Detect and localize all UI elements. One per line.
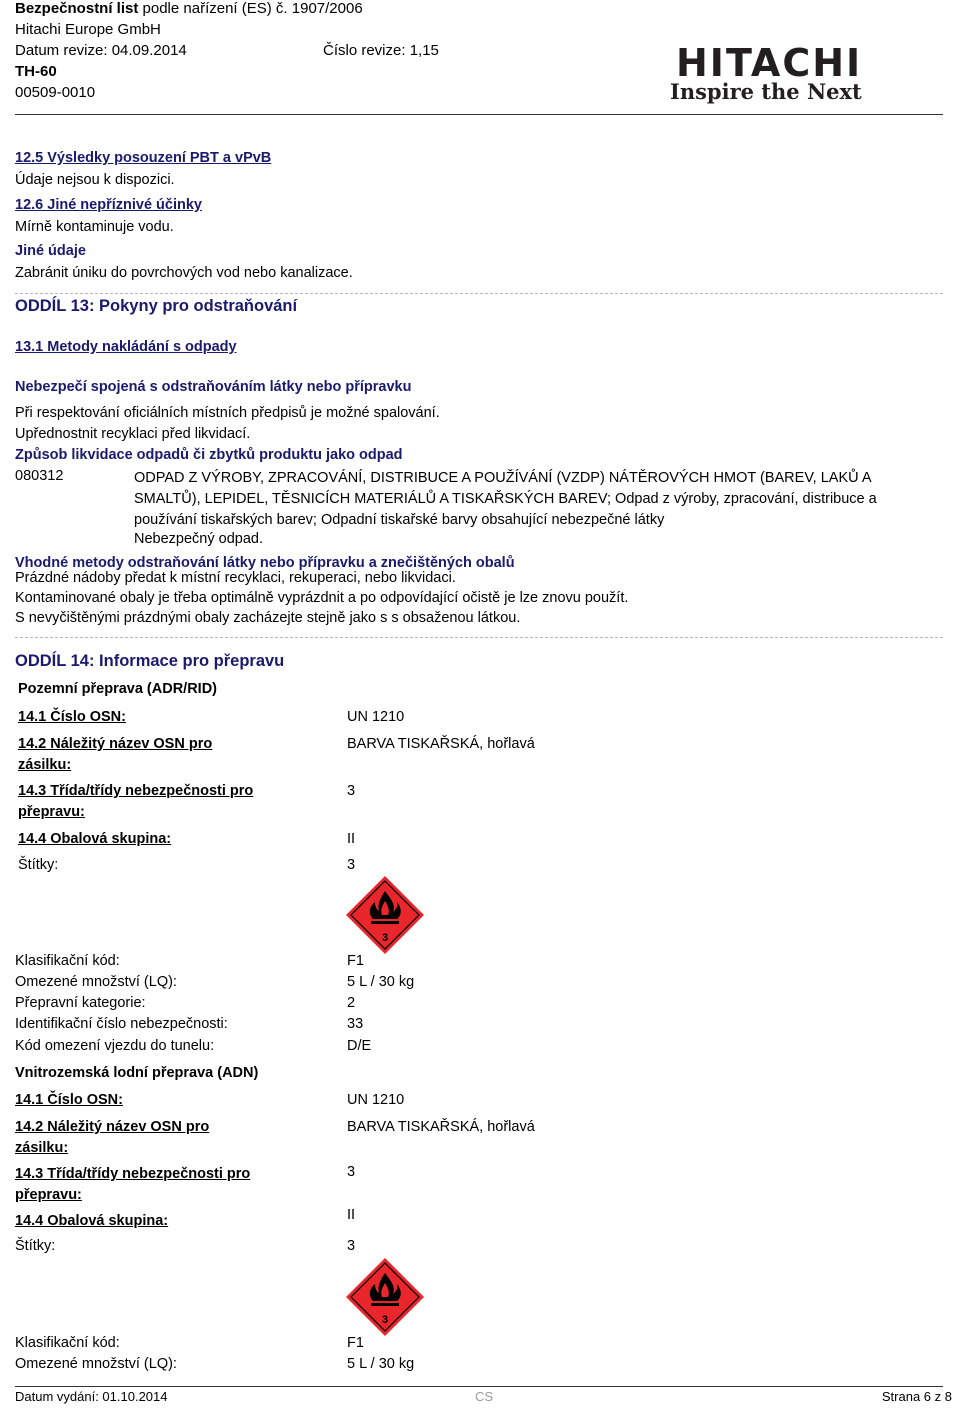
- text-pack-3: S nevyčištěnými prázdnými obaly zacházejte stejně jako s s obsaženou látkou.: [15, 610, 521, 626]
- pictogram-number: 3: [381, 1314, 389, 1326]
- adn-pg-label: 14.4 Obalová skupina:: [15, 1213, 169, 1229]
- adn-name-label-2: zásilku:: [15, 1140, 69, 1156]
- adn-classcode-label: Klasifikační kód:: [15, 1335, 120, 1351]
- adn-heading: Vnitrozemská lodní přeprava (ADN): [15, 1065, 259, 1081]
- section-13-title: ODDÍL 13: Pokyny pro odstraňování: [15, 297, 298, 315]
- adr-un-value: UN 1210: [347, 709, 405, 725]
- flame-icon: [344, 1256, 426, 1338]
- flame-icon: [344, 874, 426, 956]
- adr-tunnel-label: Kód omezení vjezdu do tunelu:: [15, 1038, 215, 1054]
- adr-classcode-label: Klasifikační kód:: [15, 953, 120, 969]
- adr-pg-value: II: [347, 831, 356, 847]
- footer-rule: [15, 1386, 943, 1387]
- adr-class-label-1: 14.3 Třída/třídy nebezpečnosti pro: [18, 783, 254, 799]
- adr-lq-label: Omezené množství (LQ):: [15, 974, 177, 990]
- adr-name-label-2: zásilku:: [18, 757, 72, 773]
- text-other-info: Zabránit úniku do povrchových vod nebo kanalizace.: [15, 265, 353, 281]
- header-line1: Bezpečnostní list podle nařízení (ES) č. 1907/2006: [15, 0, 363, 17]
- adn-labels-value: 3: [347, 1238, 356, 1254]
- text-13-1: Při respektování oficiálních místních předpisů je možné spalování.: [15, 405, 440, 421]
- heading-danger: Nebezpečí spojená s odstraňováním látky nebo přípravku: [15, 379, 412, 395]
- adr-name-label-1: 14.2 Náležitý název OSN pro: [18, 736, 213, 752]
- adr-hin-label: Identifikační číslo nebezpečnosti:: [15, 1016, 228, 1032]
- waste-description: ODPAD Z VÝROBY, ZPRACOVÁNÍ, DISTRIBUCE A POUŽÍVÁNÍ (VZDP) NÁTĚROVÝCH HMOT (BAREV, LAKŮ A SMALTŮ), LEPIDEL, TĚSNICÍCH MATERIÁLŮ A TISKAŘSKÝCH BAREV; Odpad z výroby, zpracování, distribuce a používání tiskařských barev; Odpadní tiskařské barvy obsahující nebezpečné látky: [134, 470, 877, 528]
- adr-labels-label: Štítky:: [18, 857, 59, 873]
- text-pack-2: Kontaminované obaly je třeba optimálně vyprázdnit a po odpovídající očistě je lze znovu použít.: [15, 590, 629, 606]
- adr-name-value: BARVA TISKAŘSKÁ, hořlavá: [347, 736, 535, 752]
- adn-lq-value: 5 L / 30 kg: [347, 1356, 415, 1372]
- adn-class-label-1: 14.3 Třída/třídy nebezpečnosti pro: [15, 1166, 251, 1182]
- heading-other-info: Jiné údaje: [15, 243, 86, 259]
- adn-un-label: 14.1 Číslo OSN:: [15, 1092, 123, 1108]
- adr-pg-label: 14.4 Obalová skupina:: [18, 831, 172, 847]
- adn-name-label-1: 14.2 Náležitý název OSN pro: [15, 1119, 210, 1135]
- adn-class-value: 3: [347, 1164, 356, 1180]
- waste-code: 080312: [15, 468, 64, 484]
- adr-heading: Pozemní přeprava (ADR/RID): [18, 681, 218, 697]
- adr-labels-value: 3: [347, 857, 356, 873]
- text-pack-1: Prázdné nádoby předat k místní recyklaci, rekuperaci, nebo likvidaci.: [15, 570, 456, 586]
- heading-12-5: 12.5 Výsledky posouzení PBT a vPvB: [15, 150, 272, 166]
- text-12-6: Mírně kontaminuje vodu.: [15, 219, 174, 235]
- footer-issue-date: Datum vydání: 01.10.2014: [15, 1389, 168, 1404]
- adr-hin-value: 33: [347, 1016, 364, 1032]
- adn-lq-label: Omezené množství (LQ):: [15, 1356, 177, 1372]
- divider: [15, 637, 943, 638]
- adn-name-value: BARVA TISKAŘSKÁ, hořlavá: [347, 1119, 535, 1135]
- waste-note: Nebezpečný odpad.: [134, 531, 263, 547]
- adn-pg-value: II: [347, 1207, 356, 1223]
- footer-page-number: Strana 6 z 8: [881, 1389, 952, 1404]
- adn-un-value: UN 1210: [347, 1092, 405, 1108]
- header-product-code: 00509-0010: [15, 84, 96, 101]
- adr-cat-value: 2: [347, 995, 356, 1011]
- header-product: TH-60: [15, 63, 57, 80]
- header-rule: [15, 114, 943, 115]
- header-revision-number: Číslo revize: 1,15: [323, 42, 439, 59]
- heading-12-6: 12.6 Jiné nepříznivé účinky: [15, 197, 202, 213]
- adr-class-value: 3: [347, 783, 356, 799]
- adn-labels-label: Štítky:: [15, 1238, 56, 1254]
- logo-slogan: Inspire the Next: [670, 79, 862, 104]
- divider: [15, 293, 943, 294]
- adr-classcode-value: F1: [347, 953, 364, 969]
- header-revision-date: Datum revize: 04.09.2014: [15, 42, 187, 59]
- text-12-5: Údaje nejsou k dispozici.: [15, 172, 175, 188]
- pictogram-number: 3: [381, 932, 389, 944]
- header-company: Hitachi Europe GmbH: [15, 21, 161, 38]
- heading-packaging: Vhodné metody odstraňování látky nebo přípravku a znečištěných obalů: [15, 555, 515, 571]
- logo-name: HITACHI: [676, 41, 863, 85]
- adr-class-label-2: přepravu:: [18, 804, 85, 820]
- adr-cat-label: Přepravní kategorie:: [15, 995, 146, 1011]
- hitachi-logo: [670, 41, 863, 104]
- section-14-title: ODDÍL 14: Informace pro přepravu: [15, 652, 285, 670]
- adr-tunnel-value: D/E: [347, 1038, 372, 1054]
- adn-class-label-2: přepravu:: [15, 1187, 82, 1203]
- adr-un-label: 14.1 Číslo OSN:: [18, 709, 126, 725]
- footer-language: CS: [475, 1389, 494, 1404]
- adn-classcode-value: F1: [347, 1335, 364, 1351]
- adr-lq-value: 5 L / 30 kg: [347, 974, 415, 990]
- heading-13-1: 13.1 Metody nakládání s odpady: [15, 339, 237, 355]
- text-13-2: Upřednostnit recyklaci před likvidací.: [15, 426, 251, 442]
- heading-disposal-method: Způsob likvidace odpadů či zbytků produktu jako odpad: [15, 447, 403, 463]
